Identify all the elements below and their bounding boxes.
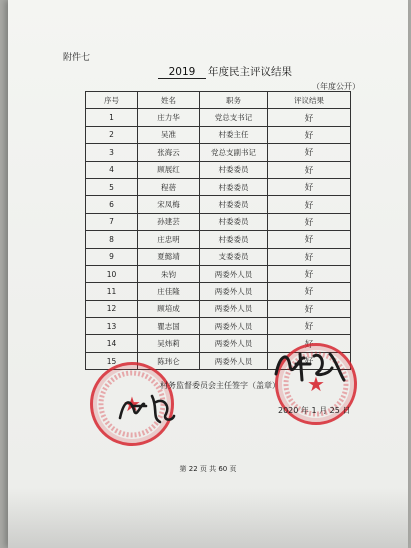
cell-name: 顾培成 (138, 300, 200, 317)
table-row (86, 318, 351, 335)
cell-result: 好 (268, 161, 351, 178)
cell-position: 村委委员 (200, 178, 268, 195)
cell-position: 党总支书记 (200, 109, 268, 126)
cell-index: 1 (86, 109, 138, 126)
cell-index: 4 (86, 161, 138, 178)
cell-position: 两委外人员 (200, 265, 268, 282)
cell-position: 支委委员 (200, 248, 268, 265)
table-row (86, 126, 351, 143)
cell-index: 2 (86, 126, 138, 143)
cell-name: 吴准 (138, 126, 200, 143)
page-shadow (8, 488, 408, 548)
table-row (86, 178, 351, 195)
cell-name: 陈玮仑 (138, 352, 200, 369)
handwritten-signature-left (116, 388, 176, 430)
disclosure-note: （年度公开） (312, 82, 360, 91)
cell-name: 张海云 (138, 144, 200, 161)
cell-result: 好 (268, 265, 351, 282)
table-row (86, 248, 351, 265)
cell-name: 庄佳隆 (138, 283, 200, 300)
cell-result: 好 (268, 318, 351, 335)
cell-result: 好 (268, 178, 351, 195)
page-footer: 第 22 页 共 60 页 (179, 465, 237, 473)
title-year: 2019 (158, 66, 206, 79)
star-icon: ★ (123, 392, 141, 416)
cell-index: 6 (86, 196, 138, 213)
table-row (86, 213, 351, 230)
cell-position: 两委外人员 (200, 352, 268, 369)
cell-result: 好 (268, 300, 351, 317)
cell-name: 庄力华 (138, 109, 200, 126)
cell-index: 13 (86, 318, 138, 335)
annex-label: 附件七 (63, 53, 91, 63)
cell-position: 村委委员 (200, 231, 268, 248)
cell-position: 两委外人员 (200, 300, 268, 317)
cell-position: 村委主任 (200, 126, 268, 143)
cell-name: 瞿志国 (138, 318, 200, 335)
document-title (158, 64, 292, 79)
cell-name: 程蓓 (138, 178, 200, 195)
handwritten-signature-right (270, 346, 350, 386)
table-row (86, 161, 351, 178)
cell-name: 夏懿靖 (138, 248, 200, 265)
table-header-row (86, 92, 351, 109)
cell-name: 顾展红 (138, 161, 200, 178)
table-row (86, 144, 351, 161)
cell-name: 孙建芸 (138, 213, 200, 230)
cell-position: 两委外人员 (200, 318, 268, 335)
cell-name: 朱钧 (138, 265, 200, 282)
cell-result: 好 (268, 144, 351, 161)
cell-result: 好 (268, 335, 351, 352)
cell-index: 14 (86, 335, 138, 352)
cell-index: 11 (86, 283, 138, 300)
cell-result: 好 (268, 248, 351, 265)
cell-position: 两委外人员 (200, 335, 268, 352)
cell-index: 7 (86, 213, 138, 230)
cell-name: 庄忠明 (138, 231, 200, 248)
table-row (86, 300, 351, 317)
signature-label: 村务监督委员会主任签字（盖章） (160, 381, 280, 390)
header-name: 姓名 (138, 92, 200, 109)
cell-result: 好 (268, 352, 351, 369)
header-index: 序号 (86, 92, 138, 109)
cell-name: 宋凤梅 (138, 196, 200, 213)
cell-position: 村委委员 (200, 213, 268, 230)
cell-result: 好 (268, 231, 351, 248)
cell-name: 吴炜莉 (138, 335, 200, 352)
table-row (86, 265, 351, 282)
cell-position: 村委委员 (200, 161, 268, 178)
cell-position: 两委外人员 (200, 283, 268, 300)
cell-result: 好 (268, 126, 351, 143)
table-row (86, 231, 351, 248)
cell-index: 9 (86, 248, 138, 265)
cell-index: 5 (86, 178, 138, 195)
star-icon: ★ (307, 372, 325, 396)
cell-result: 好 (268, 109, 351, 126)
cell-index: 3 (86, 144, 138, 161)
cell-index: 12 (86, 300, 138, 317)
evaluation-table (85, 91, 351, 370)
cell-result: 好 (268, 283, 351, 300)
cell-position: 村委委员 (200, 196, 268, 213)
cell-position: 党总支副书记 (200, 144, 268, 161)
cell-result: 好 (268, 196, 351, 213)
cell-index: 8 (86, 231, 138, 248)
table-row (86, 196, 351, 213)
document-page (8, 0, 408, 548)
table-row (86, 283, 351, 300)
cell-result: 好 (268, 213, 351, 230)
header-position: 职务 (200, 92, 268, 109)
cell-index: 10 (86, 265, 138, 282)
signature-date: 2020 年 1 月 25 日 (278, 406, 351, 415)
cell-index: 15 (86, 352, 138, 369)
title-text: 年度民主评议结果 (208, 66, 292, 78)
table-row (86, 109, 351, 126)
header-result: 评议结果 (268, 92, 351, 109)
